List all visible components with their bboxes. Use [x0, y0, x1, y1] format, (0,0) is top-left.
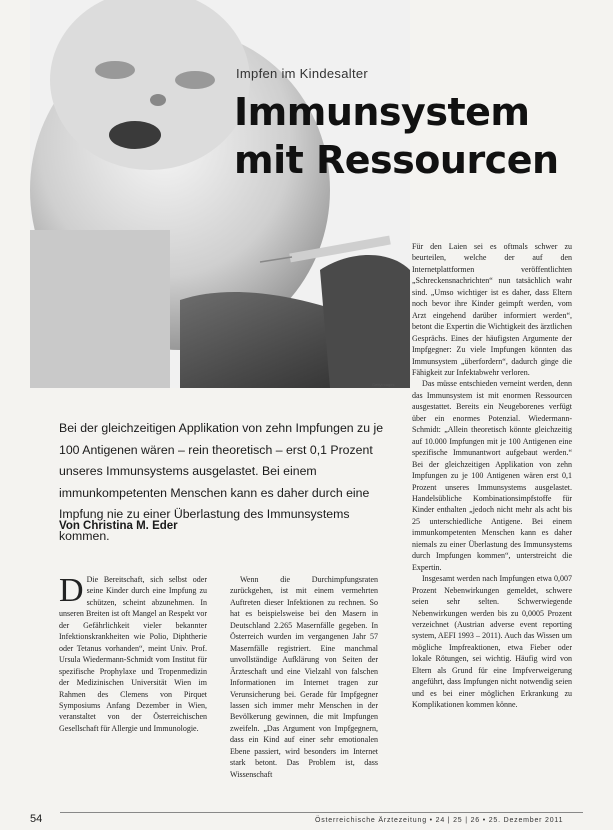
body-column-1-text: Die Bereitschaft, sich selbst oder seine Kinder durch eine Impfung zu schützen, scheint abzunehmen. In unseren Breiten ist oft Mangel an Respekt vor der Gefährlichkeit vieler bekannter Infektionskrankheiten wie Polio, Diphtherie oder Tetanus vorhanden“, meint Univ. Prof. Ursula Wiedermann-Schmidt vom Institut für spezifische Prophylaxe und Tropenmedizin der Medizinischen Universität Wien im Rahmen des Clemens von Pirquet Symposiums Anfang Dezember in Wien, veranstaltet von der Österreichischen Gesellschaft für Allergie und Immunologie. [59, 575, 207, 733]
body-column-2-text: Wenn die Durchimpfungsraten zurückgehen, ist mit einem vermehrten Auftreten dieser Infektionen zu rechnen. So hat es beispielsweise bei den Masern in Deutschland 2.265 Masernfälle gegeben. In Österreich wurden im vergangenen Jahr 57 Masernfälle registriert. Eine manchmal unvollständige Aufklärung von Seiten der Ärzteschaft und eine Vielzahl von falschen Informationen im Internet tragen zur Verunsicherung bei. Gerade für Impfgegner lassen sich immer mehr Menschen in der Bevölkerung gewinnen, die mit Impfungen zweifeln. „Das Argument von Impfgegnern, dass ein Kind auf einer sehr emotionalen Ebene passiert, wird besonders im Internet stark betont. Das Problem ist, dass Wissenschaft [230, 575, 378, 779]
body-column-2 [230, 574, 378, 780]
drop-cap: D [59, 572, 84, 609]
headline-line-2: mit Ressourcen [234, 138, 559, 182]
right-column-paragraph-2: Das müsse entschieden verneint werden, denn das Immunsystem ist mit enormen Ressourcen ausgestattet. Bereits ein Neugeborenes verfügt über ein enormes Potenzial. Wiedermann-Schmidt: „Allein theoretisch könnte gleichzeitig auf 10.000 Impfungen mit je 100 Antigenen eine spezifische Immunantwort aufgebaut werden.“ Bei der gleichzeitigen Applikation von zehn Impfungen zu je 100 Antigenen wären erst 0,1 Prozent unseres Immunsystems ausgelastet. Handelsübliche Kombinationsimpfstoffe für Kinder enthalten „jedoch nicht mehr als acht bis 25 unterschiedliche Antigene. Bei einem immunkompetenten Menschen kann es daher niemals zu einer Überlastung des Immunsystems durch Impfungen kommen“, unterstreicht die Expertin. [412, 379, 572, 572]
photo-credit: Gettyimages [372, 382, 395, 387]
baby-vaccination-photo [30, 0, 410, 388]
right-column-paragraph-1: Für den Laien sei es oftmals schwer zu beurteilen, welche der auf den Internetplattformen veröffentlichten „Schreckensnachrichten“ nun tatsächlich wahr sind. „Umso wichtiger ist es daher, dass Eltern noch bevor ihre Kinder geimpft werden, vom Arzt eingehend darüber informiert werden“, betont die Expertin die Wichtigkeit des ärztlichen Gesprächs. Eines der häufigsten Argumente der Impfgegner: Zu viele Impfungen könnten das Immunsystem „überfordern“, dadurch ginge die Fähigkeit zur Infektabwehr verloren. [412, 242, 572, 377]
right-column-paragraph-3: Insgesamt werden nach Impfungen etwa 0,007 Prozent Nebenwirkungen gemeldet, schwere seien sehr selten. Schwerwiegende Nebenwirkungen werden bis zu 0,0005 Prozent verzeichnet (Austrian adverse event reporting system, AEFI 1993 – 2011). Auch das Wissen um mögliche Impfreaktionen, etwa Fieber oder lokale Rötungen, sei wichtig. Häufig wird von Eltern als Grund für eine Impfverweigerung angeführt, dass Impfungen nicht notwendig seien und es bei einer möglichen Erkrankung zu Komplikationen kommen könne. [412, 574, 572, 710]
body-column-1 [59, 574, 207, 734]
page-number: 54 [30, 813, 43, 825]
author-byline: Von Christina M. Eder [59, 520, 178, 532]
headline [234, 88, 559, 184]
footer-rule [60, 812, 583, 813]
publication-footer: Österreichische Ärztezeitung • 24 | 25 | 26 • 25. Dezember 2011 [315, 817, 564, 824]
lead-paragraph: Bei der gleichzeitigen Applikation von zehn Impfungen zu je 100 Antigenen wären – rein theoretisch – erst 0,1 Prozent unseres Immunsystems ausgelastet. Bei einem immunkompetenten Menschen kann es daher durch eine Impfung nie zu einer Überlastung des Immunsystems kommen. [59, 421, 384, 543]
photo-illustration [30, 0, 410, 388]
kicker: Impfen im Kindesalter [236, 66, 369, 81]
headline-line-1: Immunsystem [234, 90, 530, 134]
right-column [412, 241, 572, 711]
